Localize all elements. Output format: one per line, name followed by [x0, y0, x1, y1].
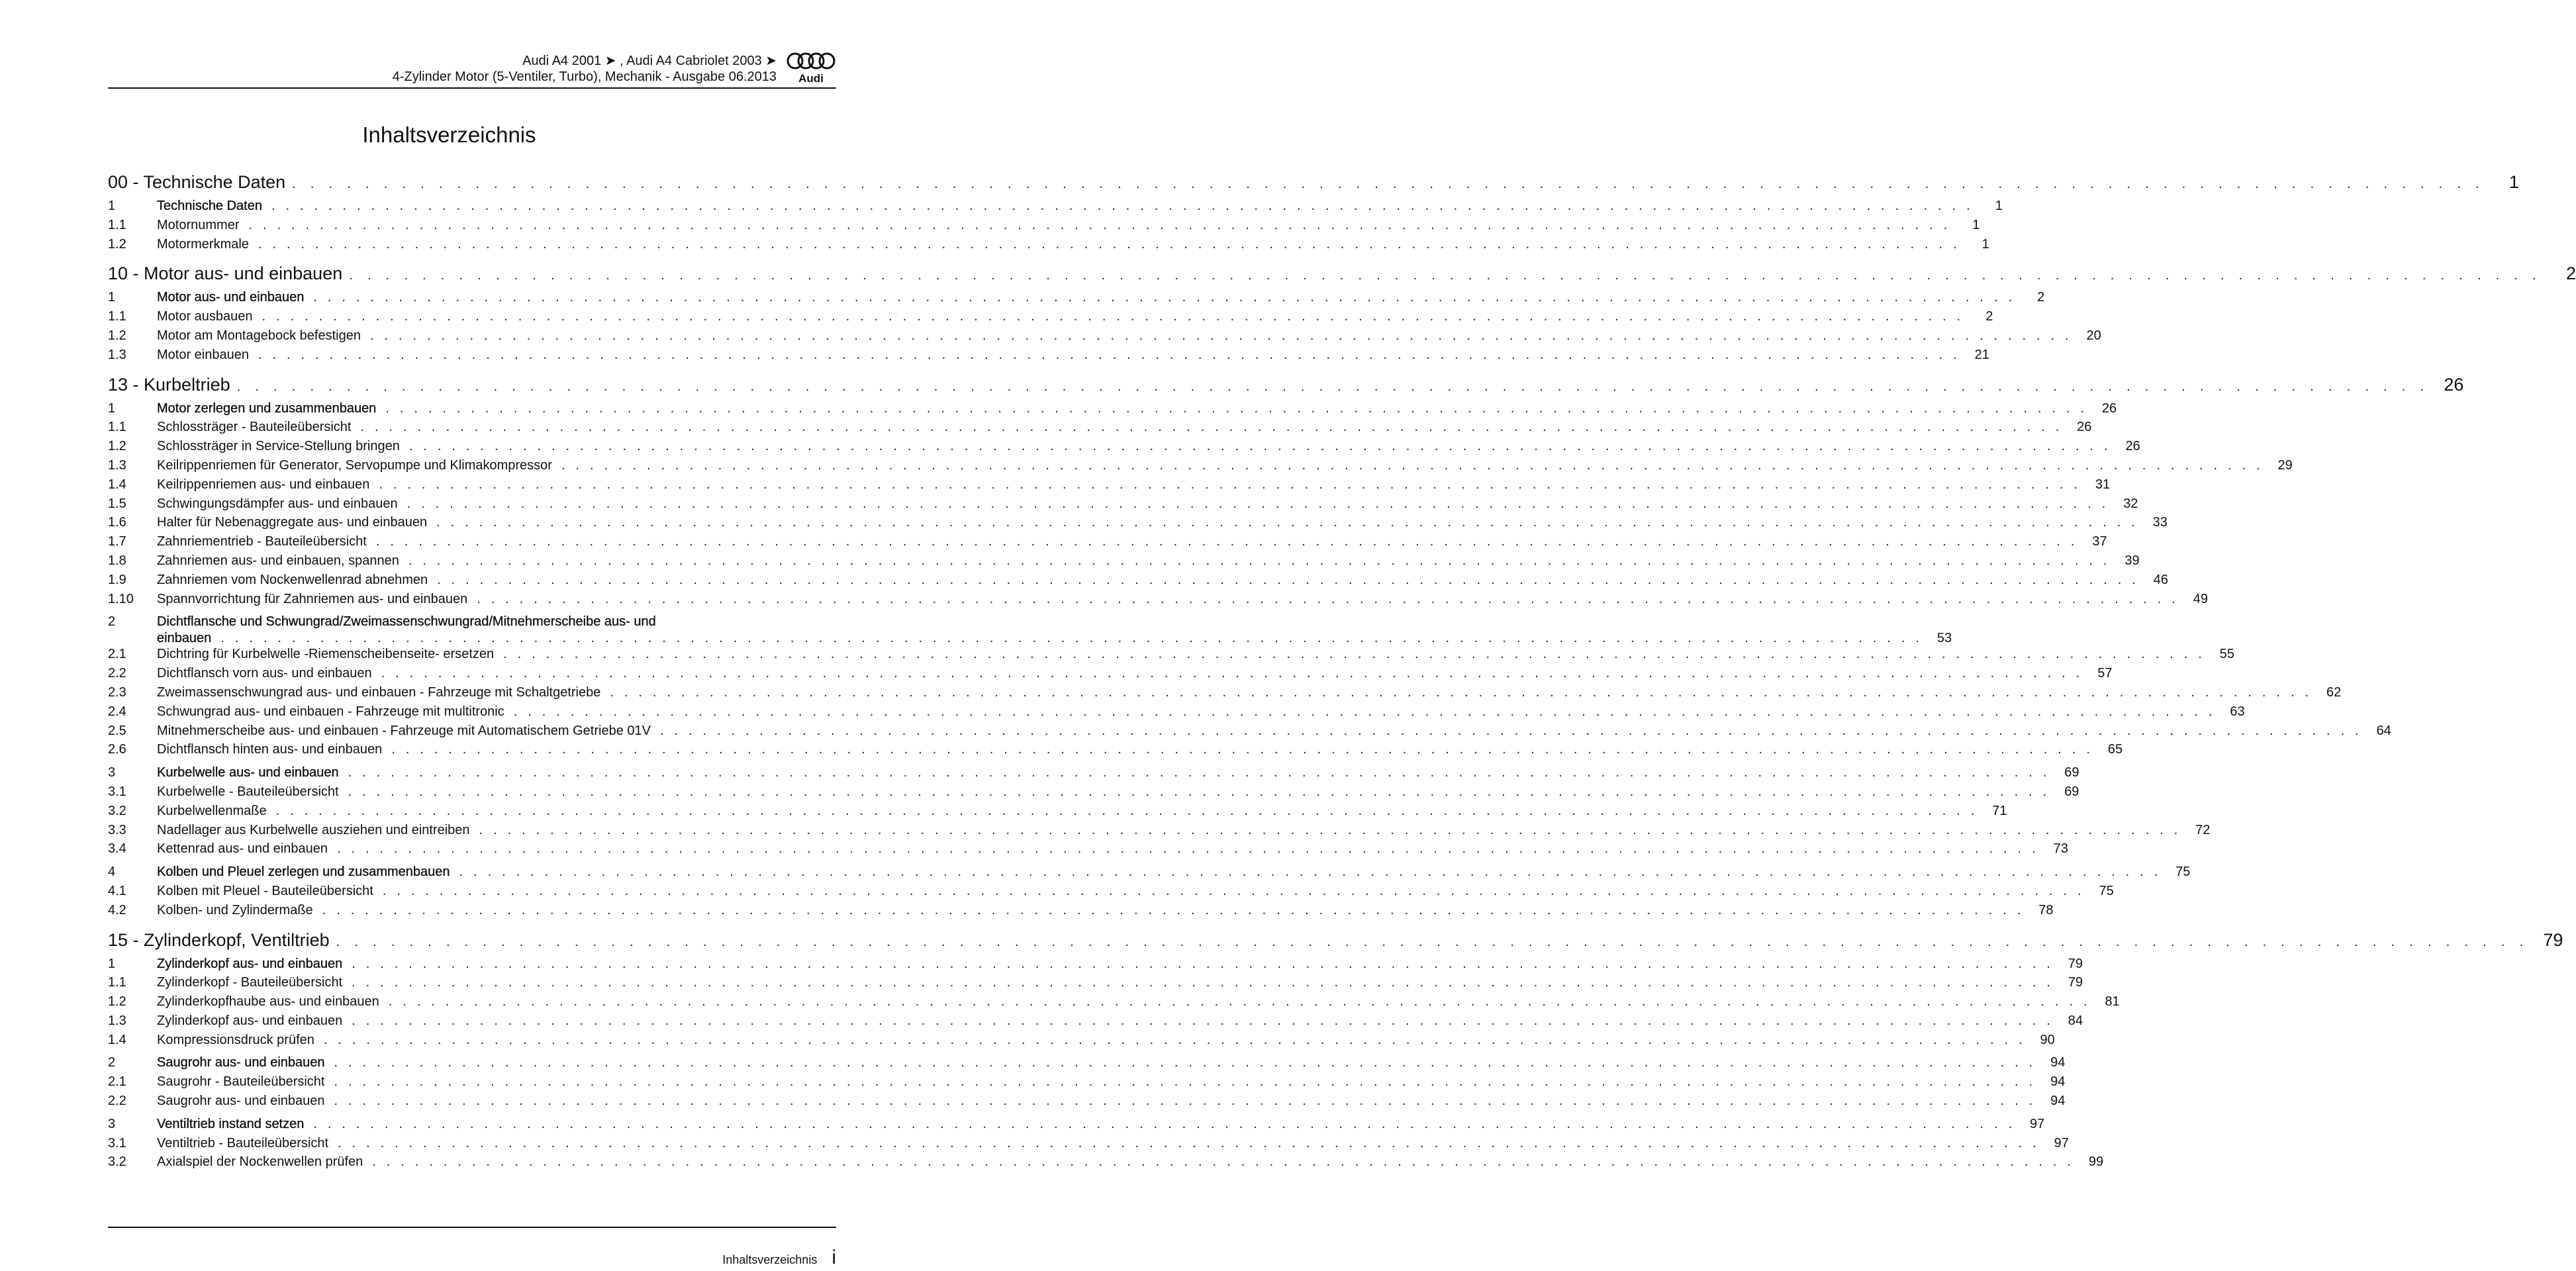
- entry-number: 1.2: [108, 439, 126, 454]
- dot-leader: . . . . . . . . . . . . . . . . . . . . . . . . . . . . . . . . . . . . . . . . . . . . . . . . . . . . . . . . . . . . . . . . . . . . . . . . . . . . . . . . . . . . . . . . . . . . . . . . . . . . . . . . . . . . . . . . . . . . . . . .: [459, 865, 2162, 880]
- entry-number: 1.4: [108, 477, 126, 492]
- toc-entry[interactable]: [108, 309, 1993, 328]
- header-vehicle-line: Audi A4 2001 ➤ , Audi A4 Cabriolet 2003 ➤: [522, 54, 777, 68]
- entry-page-number: 94: [2050, 1055, 2066, 1070]
- entry-number: 3.2: [108, 803, 126, 818]
- dot-leader: . . . . . . . . . . . . . . . . . . . . . . . . . . . . . . . . . . . . . . . . . . . . . . . . . . . . . . . . . . . . . . . . . . . . . . . . . . . . . . . . . . . . . . . . . . . . . . . . . . . . . . . . . . . . . . . . . . . . . . . .: [313, 290, 2016, 305]
- entry-title: Dichtflansch vorn aus- und einbauen: [157, 666, 372, 681]
- entry-title: Zylinderkopf aus- und einbauen: [157, 1013, 343, 1028]
- toc-entry[interactable]: [108, 347, 1989, 367]
- entry-title: Mitnehmerscheibe aus- und einbauen - Fahrzeuge mit Automatischem Getriebe 01V: [157, 723, 651, 738]
- dot-leader: . . . . . . . . . . . . . . . . . . . . . . . . . . . . . . . . . . . . . . . . . . . . . . . . . . . . . . . . . . . . . . . . . . . . . . . . . . . . . . . . . . . . . . . . . . . . . . . . . . . . . . . . . . . . . . . . . . . . . . . .: [561, 457, 2264, 473]
- dot-leader: . . . . . . . . . . . . . . . . . . . . . . . . . . . . . . . . . . . . . . . . . . . . . . . . . . . . . . . . . . . . . . . . . . . . . . . . . . . . . . . . . . . . . . . . . . . . . . . . . . . . . . . . . . . . . . . . . . . . . . . .: [275, 803, 1978, 818]
- entry-page-number: 49: [2193, 591, 2209, 606]
- entry-page-number: 1: [1972, 217, 1980, 232]
- entry-page-number: 33: [2152, 515, 2168, 530]
- entry-title: Zylinderkopfhaube aus- und einbauen: [157, 994, 379, 1010]
- entry-title: Schwingungsdämpfer aus- und einbauen: [157, 496, 398, 511]
- entry-page-number: 65: [2107, 742, 2123, 757]
- entry-page-number: 26: [2101, 400, 2117, 416]
- dot-leader: . . . . . . . . . . . . . . . . . . . . . . . . . . . . . . . . . . . . . . . . . . . . . . . . . . . . . . . . . . . . . . . . . . . . . . . . . . . . . . . . . . . . . . . . . . . . . . . . . . . . . . . . . . . . . . . . . . . . . . . .: [313, 1116, 2016, 1131]
- entry-title: Schlossträger in Service-Stellung bringen: [157, 439, 400, 454]
- page-footer: [722, 1247, 836, 1269]
- entry-title: Dichtflansch hinten aus- und einbauen: [157, 742, 383, 757]
- chapter-title: 15 - Zylinderkopf, Ventiltrieb: [108, 929, 330, 950]
- entry-number: 3.1: [108, 1135, 126, 1151]
- dot-leader: . . . . . . . . . . . . . . . . . . . . . . . . . . . . . . . . . . . . . . . . . . . . . . . . . . . . . . . . . . . . . . . . . . . . . . . . . . . . . . . . . . . . . . . . . . . . . . . . . . . . . . . . . . . . . . . . . . . . . . . .: [408, 553, 2111, 568]
- dot-leader: . . . . . . . . . . . . . . . . . . . . . . . . . . . . . . . . . . . . . . . . . . . . . . . . . . . . . . . . . . . . . . . . . . . . . . . . . . . . . . . . . . . . . . . . . . . . . . . . . . . . . . . . . . . . . . . . . . . . . . . .: [292, 177, 2485, 191]
- entry-number: 3.3: [108, 822, 126, 837]
- chapter-page-number: 2: [2565, 263, 2576, 284]
- dot-leader: . . . . . . . . . . . . . . . . . . . . . . . . . . . . . . . . . . . . . . . . . . . . . . . . . . . . . . . . . . . . . . . . . . . . . . . . . . . . . . . . . . . . . . . . . . . . . . . . . . . . . . . . . . . . . . . . . . . . . . . .: [385, 400, 2088, 416]
- toc-entry[interactable]: [108, 1032, 2055, 1052]
- entry-page-number: 97: [2054, 1135, 2069, 1151]
- toc-entry[interactable]: [108, 704, 2245, 724]
- dot-leader: . . . . . . . . . . . . . . . . . . . . . . . . . . . . . . . . . . . . . . . . . . . . . . . . . . . . . . . . . . . . . . . . . . . . . . . . . . . . . . . . . . . . . . . . . . . . . . . . . . . . . . . . . . . . . . . . . . . . . . . .: [220, 631, 1923, 646]
- entry-title: Kolben- und Zylindermaße: [157, 902, 313, 918]
- dot-leader: . . . . . . . . . . . . . . . . . . . . . . . . . . . . . . . . . . . . . . . . . . . . . . . . . . . . . . . . . . . . . . . . . . . . . . . . . . . . . . . . . . . . . . . . . . . . . . . . . . . . . . . . . . . . . . . . . . . . . . . .: [348, 784, 2050, 799]
- toc-section-entry[interactable]: [108, 765, 2079, 784]
- dot-leader: . . . . . . . . . . . . . . . . . . . . . . . . . . . . . . . . . . . . . . . . . . . . . . . . . . . . . . . . . . . . . . . . . . . . . . . . . . . . . . . . . . . . . . . . . . . . . . . . . . . . . . . . . . . . . . . . . . . . . . . .: [323, 1032, 2026, 1047]
- dot-leader: . . . . . . . . . . . . . . . . . . . . . . . . . . . . . . . . . . . . . . . . . . . . . . . . . . . . . . . . . . . . . . . . . . . . . . . . . . . . . . . . . . . . . . . . . . . . . . . . . . . . . . . . . . . . . . . . . . . . . . . .: [258, 347, 1960, 362]
- entry-page-number: 90: [2040, 1032, 2055, 1047]
- entry-title: Zweimassenschwungrad aus- und einbauen - Fahrzeuge mit Schaltgetriebe: [157, 684, 601, 700]
- entry-title: Motor am Montagebock befestigen: [157, 328, 361, 343]
- header-divider: [108, 87, 836, 89]
- entry-number: 1.6: [108, 515, 126, 530]
- footer-label: Inhaltsverzeichnis: [722, 1253, 818, 1266]
- entry-page-number: 79: [2068, 956, 2083, 971]
- entry-title: Saugrohr aus- und einbauen: [157, 1055, 325, 1070]
- entry-title: Zylinderkopf aus- und einbauen: [157, 956, 343, 971]
- entry-number: 1.10: [108, 591, 134, 606]
- toc-entry[interactable]: [108, 217, 1980, 237]
- toc-entry[interactable]: [108, 457, 2293, 477]
- toc-entry[interactable]: [108, 841, 2068, 861]
- audi-rings-icon: [786, 50, 836, 86]
- toc-section-entry[interactable]: [108, 400, 2117, 420]
- dot-leader: . . . . . . . . . . . . . . . . . . . . . . . . . . . . . . . . . . . . . . . . . . . . . . . . . . . . . . . . . . . . . . . . . . . . . . . . . . . . . . . . . . . . . . . . . . . . . . . . . . . . . . . . . . . . . . . . . . . . . . . .: [352, 975, 2054, 990]
- entry-title: Axialspiel der Nockenwellen prüfen: [157, 1154, 363, 1170]
- chapter-page-number: 1: [2508, 172, 2519, 192]
- entry-page-number: 2: [2037, 290, 2045, 305]
- entry-title: Kurbelwelle aus- und einbauen: [157, 765, 339, 780]
- toc-entry[interactable]: [108, 1154, 2104, 1174]
- dot-leader: . . . . . . . . . . . . . . . . . . . . . . . . . . . . . . . . . . . . . . . . . . . . . . . . . . . . . . . . . . . . . . . . . . . . . . . . . . . . . . . . . . . . . . . . . . . . . . . . . . . . . . . . . . . . . . . . . . . . . . . .: [338, 1135, 2040, 1151]
- dot-leader: . . . . . . . . . . . . . . . . . . . . . . . . . . . . . . . . . . . . . . . . . . . . . . . . . . . . . . . . . . . . . . . . . . . . . . . . . . . . . . . . . . . . . . . . . . . . . . . . . . . . . . . . . . . . . . . . . . . . . . . .: [479, 822, 2181, 837]
- entry-page-number: 31: [2095, 477, 2111, 492]
- entry-number: 1: [108, 199, 116, 213]
- dot-leader: . . . . . . . . . . . . . . . . . . . . . . . . . . . . . . . . . . . . . . . . . . . . . . . . . . . . . . . . . . . . . . . . . . . . . . . . . . . . . . . . . . . . . . . . . . . . . . . . . . . . . . . . . . . . . . . . . . . . . . . .: [436, 515, 2138, 530]
- entry-page-number: 81: [2105, 994, 2120, 1010]
- entry-number: 4.2: [108, 902, 126, 918]
- entry-title: Spannvorrichtung für Zahnriemen aus- und einbauen: [157, 591, 468, 606]
- entry-number: 1.9: [108, 572, 126, 587]
- dot-leader: . . . . . . . . . . . . . . . . . . . . . . . . . . . . . . . . . . . . . . . . . . . . . . . . . . . . . . . . . . . . . . . . . . . . . . . . . . . . . . . . . . . . . . . . . . . . . . . . . . . . . . . . . . . . . . . . . . . . . . . .: [258, 236, 1960, 252]
- entry-number: 3.2: [108, 1154, 126, 1170]
- chapter-page-number: 79: [2543, 929, 2563, 950]
- toc-entry[interactable]: [108, 515, 2168, 534]
- dot-leader: . . . . . . . . . . . . . . . . . . . . . . . . . . . . . . . . . . . . . . . . . . . . . . . . . . . . . . . . . . . . . . . . . . . . . . . . . . . . . . . . . . . . . . . . . . . . . . . . . . . . . . . . . . . . . . . . . . . . . . . .: [236, 379, 2430, 394]
- entry-number: 2.4: [108, 704, 126, 719]
- chapter-title: 00 - Technische Daten: [108, 172, 286, 192]
- entry-number: 1.8: [108, 553, 126, 568]
- entry-title: Nadellager aus Kurbelwelle ausziehen und eintreiben: [157, 822, 470, 837]
- dot-leader: . . . . . . . . . . . . . . . . . . . . . . . . . . . . . . . . . . . . . . . . . . . . . . . . . . . . . . . . . . . . . . . . . . . . . . . . . . . . . . . . . . . . . . . . . . . . . . . . . . . . . . . . . . . . . . . . . . . . . . . .: [334, 1074, 2036, 1090]
- dot-leader: . . . . . . . . . . . . . . . . . . . . . . . . . . . . . . . . . . . . . . . . . . . . . . . . . . . . . . . . . . . . . . . . . . . . . . . . . . . . . . . . . . . . . . . . . . . . . . . . . . . . . . . . . . . . . . . . . . . . . . . .: [369, 328, 2072, 343]
- toc-entry[interactable]: [108, 883, 2114, 903]
- entry-number: 2.2: [108, 666, 126, 681]
- toc-entry[interactable]: [108, 1094, 2066, 1113]
- dot-leader: . . . . . . . . . . . . . . . . . . . . . . . . . . . . . . . . . . . . . . . . . . . . . . . . . . . . . . . . . . . . . . . . . . . . . . . . . . . . . . . . . . . . . . . . . . . . . . . . . . . . . . . . . . . . . . . . . . . . . . . .: [381, 666, 2083, 681]
- entry-page-number: 37: [2092, 534, 2107, 549]
- entry-number: 1.2: [108, 328, 126, 343]
- entry-title: Kolben mit Pleuel - Bauteileübersicht: [157, 883, 373, 898]
- entry-title: Motor ausbauen: [157, 309, 253, 324]
- toc-entry[interactable]: [108, 1074, 2066, 1094]
- toc-entry[interactable]: [108, 902, 2054, 922]
- page-header: [108, 50, 836, 87]
- entry-number: 2: [108, 614, 116, 630]
- entry-number: 2: [108, 1055, 116, 1070]
- entry-title: Kompressionsdruck prüfen: [157, 1032, 314, 1047]
- dot-leader: . . . . . . . . . . . . . . . . . . . . . . . . . . . . . . . . . . . . . . . . . . . . . . . . . . . . . . . . . . . . . . . . . . . . . . . . . . . . . . . . . . . . . . . . . . . . . . . . . . . . . . . . . . . . . . . . . . . . . . . .: [334, 1055, 2036, 1070]
- entry-title: Ventiltrieb - Bauteileübersicht: [157, 1135, 329, 1151]
- toc-entry[interactable]: [108, 496, 2138, 516]
- toc-entry[interactable]: [108, 742, 2123, 761]
- entry-page-number: 63: [2230, 704, 2245, 719]
- entry-number: 1.4: [108, 1032, 126, 1047]
- dot-leader: . . . . . . . . . . . . . . . . . . . . . . . . . . . . . . . . . . . . . . . . . . . . . . . . . . . . . . . . . . . . . . . . . . . . . . . . . . . . . . . . . . . . . . . . . . . . . . . . . . . . . . . . . . . . . . . . . . . . . . . .: [334, 1094, 2036, 1109]
- toc-entry[interactable]: [108, 477, 2111, 496]
- entry-number: 2.5: [108, 723, 126, 738]
- entry-page-number: 73: [2053, 841, 2068, 857]
- entry-title: Kurbelwellenmaße: [157, 803, 267, 818]
- dot-leader: . . . . . . . . . . . . . . . . . . . . . . . . . . . . . . . . . . . . . . . . . . . . . . . . . . . . . . . . . . . . . . . . . . . . . . . . . . . . . . . . . . . . . . . . . . . . . . . . . . . . . . . . . . . . . . . . . . . . . . . .: [375, 534, 2078, 549]
- entry-title: Schlossträger - Bauteileübersicht: [157, 420, 352, 435]
- entry-number: 1.3: [108, 1013, 126, 1028]
- entry-page-number: 72: [2195, 822, 2211, 837]
- toc-entry[interactable]: [108, 784, 2079, 804]
- entry-page-number: 97: [2029, 1116, 2045, 1131]
- entry-page-number: 84: [2068, 1013, 2083, 1028]
- entry-page-number: 1: [1981, 236, 1989, 252]
- entry-page-number: 64: [2376, 723, 2391, 738]
- footer-page-number: i: [832, 1247, 836, 1268]
- toc-entry[interactable]: [108, 666, 2113, 685]
- entry-number: 1.1: [108, 420, 126, 435]
- toc-entry[interactable]: [108, 822, 2211, 842]
- toc-section-entry[interactable]: [108, 1055, 2066, 1074]
- footer-divider: [108, 1227, 836, 1228]
- toc-entry[interactable]: [108, 1013, 2083, 1033]
- dot-leader: . . . . . . . . . . . . . . . . . . . . . . . . . . . . . . . . . . . . . . . . . . . . . . . . . . . . . . . . . . . . . . . . . . . . . . . . . . . . . . . . . . . . . . . . . . . . . . . . . . . . . . . . . . . . . . . . . . . . . . . .: [360, 420, 2063, 435]
- dot-leader: . . . . . . . . . . . . . . . . . . . . . . . . . . . . . . . . . . . . . . . . . . . . . . . . . . . . . . . . . . . . . . . . . . . . . . . . . . . . . . . . . . . . . . . . . . . . . . . . . . . . . . . . . . . . . . . . . . . . . . . .: [388, 994, 2091, 1010]
- entry-page-number: 46: [2153, 572, 2168, 587]
- entry-number: 1.7: [108, 534, 126, 549]
- dot-leader: . . . . . . . . . . . . . . . . . . . . . . . . . . . . . . . . . . . . . . . . . . . . . . . . . . . . . . . . . . . . . . . . . . . . . . . . . . . . . . . . . . . . . . . . . . . . . . . . . . . . . . . . . . . . . . . . . . . . . . . .: [349, 268, 2542, 283]
- toc-section-entry[interactable]: [108, 865, 2191, 884]
- entry-page-number: 1: [1995, 199, 2003, 213]
- toc-entry[interactable]: [108, 723, 2391, 743]
- dot-leader: . . . . . . . . . . . . . . . . . . . . . . . . . . . . . . . . . . . . . . . . . . . . . . . . . . . . . . . . . . . . . . . . . . . . . . . . . . . . . . . . . . . . . . . . . . . . . . . . . . . . . . . . . . . . . . . . . . . . . . . .: [391, 742, 2094, 757]
- chapter-title: 10 - Motor aus- und einbauen: [108, 263, 343, 284]
- dot-leader: . . . . . . . . . . . . . . . . . . . . . . . . . . . . . . . . . . . . . . . . . . . . . . . . . . . . . . . . . . . . . . . . . . . . . . . . . . . . . . . . . . . . . . . . . . . . . . . . . . . . . . . . . . . . . . . . . . . . . . . .: [352, 1013, 2054, 1028]
- entry-page-number: 26: [2125, 439, 2140, 454]
- entry-page-number: 69: [2064, 784, 2079, 799]
- entry-page-number: 39: [2124, 553, 2140, 568]
- toc-entry[interactable]: [108, 591, 2209, 611]
- dot-leader: . . . . . . . . . . . . . . . . . . . . . . . . . . . . . . . . . . . . . . . . . . . . . . . . . . . . . . . . . . . . . . . . . . . . . . . . . . . . . . . . . . . . . . . . . . . . . . . . . . . . . . . . . . . . . . . . . . . . . . . .: [348, 765, 2050, 780]
- dot-leader: . . . . . . . . . . . . . . . . . . . . . . . . . . . . . . . . . . . . . . . . . . . . . . . . . . . . . . . . . . . . . . . . . . . . . . . . . . . . . . . . . . . . . . . . . . . . . . . . . . . . . . . . . . . . . . . . . . . . . . . .: [262, 309, 1964, 324]
- dot-leader: . . . . . . . . . . . . . . . . . . . . . . . . . . . . . . . . . . . . . . . . . . . . . . . . . . . . . . . . . . . . . . . . . . . . . . . . . . . . . . . . . . . . . . . . . . . . . . . . . . . . . . . . . . . . . . . . . . . . . . . .: [379, 477, 2081, 492]
- dot-leader: . . . . . . . . . . . . . . . . . . . . . . . . . . . . . . . . . . . . . . . . . . . . . . . . . . . . . . . . . . . . . . . . . . . . . . . . . . . . . . . . . . . . . . . . . . . . . . . . . . . . . . . . . . . . . . . . . . . . . . . .: [477, 591, 2179, 606]
- toc-entry[interactable]: [108, 803, 2007, 823]
- entry-page-number: 75: [2175, 865, 2191, 880]
- entry-number: 2.2: [108, 1094, 126, 1109]
- entry-title: Motornummer: [157, 217, 240, 232]
- chapter-heading[interactable]: [108, 929, 2563, 954]
- toc-entry[interactable]: [108, 975, 2083, 994]
- entry-title-continued: einbauen: [157, 631, 212, 646]
- header-manual-line: 4-Zylinder Motor (5-Ventiler, Turbo), Mechanik - Ausgabe 06.2013: [392, 70, 777, 84]
- entry-page-number: 78: [2038, 902, 2054, 918]
- entry-number: 2.1: [108, 1074, 126, 1090]
- entry-title: Saugrohr - Bauteileübersicht: [157, 1074, 325, 1090]
- entry-page-number: 29: [2277, 457, 2293, 473]
- entry-number: 2.6: [108, 742, 126, 757]
- entry-page-number: 99: [2088, 1154, 2104, 1170]
- entry-number: 2.3: [108, 684, 126, 700]
- entry-page-number: 20: [2086, 328, 2101, 343]
- entry-number: 1: [108, 956, 116, 971]
- entry-title: Dichtring für Kurbelwelle -Riemenscheibenseite- ersetzen: [157, 647, 495, 662]
- entry-title: Motor einbauen: [157, 347, 249, 362]
- entry-page-number: 53: [1936, 631, 1952, 646]
- dot-leader: . . . . . . . . . . . . . . . . . . . . . . . . . . . . . . . . . . . . . . . . . . . . . . . . . . . . . . . . . . . . . . . . . . . . . . . . . . . . . . . . . . . . . . . . . . . . . . . . . . . . . . . . . . . . . . . . . . . . . . . .: [336, 934, 2529, 949]
- entry-page-number: 32: [2123, 496, 2138, 511]
- entry-page-number: 2: [1985, 309, 1993, 324]
- entry-title: Zylinderkopf - Bauteileübersicht: [157, 975, 343, 990]
- dot-leader: . . . . . . . . . . . . . . . . . . . . . . . . . . . . . . . . . . . . . . . . . . . . . . . . . . . . . . . . . . . . . . . . . . . . . . . . . . . . . . . . . . . . . . . . . . . . . . . . . . . . . . . . . . . . . . . . . . . . . . . .: [271, 199, 1974, 213]
- entry-number: 1.2: [108, 236, 126, 252]
- entry-title: Ventiltrieb instand setzen: [157, 1116, 305, 1131]
- entry-number: 1.3: [108, 347, 126, 362]
- table-of-contents: [108, 172, 2576, 1174]
- chapter-heading[interactable]: [108, 263, 2576, 287]
- toc-entry[interactable]: [108, 994, 2120, 1013]
- dot-leader: . . . . . . . . . . . . . . . . . . . . . . . . . . . . . . . . . . . . . . . . . . . . . . . . . . . . . . . . . . . . . . . . . . . . . . . . . . . . . . . . . . . . . . . . . . . . . . . . . . . . . . . . . . . . . . . . . . . . . . . .: [336, 841, 2039, 857]
- entry-number: 4.1: [108, 883, 126, 898]
- entry-title: Keilrippenriemen für Generator, Servopumpe und Klimakompressor: [157, 457, 552, 473]
- entry-number: 2.1: [108, 647, 126, 662]
- entry-title: Zahnriemen vom Nockenwellenrad abnehmen: [157, 572, 428, 587]
- entry-page-number: 75: [2099, 883, 2114, 898]
- dot-leader: . . . . . . . . . . . . . . . . . . . . . . . . . . . . . . . . . . . . . . . . . . . . . . . . . . . . . . . . . . . . . . . . . . . . . . . . . . . . . . . . . . . . . . . . . . . . . . . . . . . . . . . . . . . . . . . . . . . . . . . .: [248, 217, 1951, 232]
- entry-page-number: 26: [2077, 420, 2092, 435]
- entry-title: Dichtflansche und Schwungrad/Zweimassenschwungrad/Mitnehmerscheibe aus- und: [157, 614, 656, 630]
- toc-entry[interactable]: [108, 439, 2140, 458]
- entry-page-number: 69: [2064, 765, 2079, 780]
- entry-title: Technische Daten: [157, 199, 262, 213]
- chapter-heading[interactable]: [108, 374, 2464, 399]
- entry-number: 3.4: [108, 841, 126, 857]
- dot-leader: . . . . . . . . . . . . . . . . . . . . . . . . . . . . . . . . . . . . . . . . . . . . . . . . . . . . . . . . . . . . . . . . . . . . . . . . . . . . . . . . . . . . . . . . . . . . . . . . . . . . . . . . . . . . . . . . . . . . . . . .: [513, 704, 2216, 719]
- audi-logo-text: Audi: [798, 72, 824, 85]
- entry-title: Motor aus- und einbauen: [157, 290, 305, 305]
- entry-page-number: 94: [2050, 1094, 2066, 1109]
- dot-leader: . . . . . . . . . . . . . . . . . . . . . . . . . . . . . . . . . . . . . . . . . . . . . . . . . . . . . . . . . . . . . . . . . . . . . . . . . . . . . . . . . . . . . . . . . . . . . . . . . . . . . . . . . . . . . . . . . . . . . . . .: [408, 439, 2111, 454]
- entry-title: Motormerkmale: [157, 236, 249, 252]
- entry-title: Kurbelwelle - Bauteileübersicht: [157, 784, 339, 799]
- entry-page-number: 94: [2050, 1074, 2066, 1090]
- entry-title: Schwungrad aus- und einbauen - Fahrzeuge mit multitronic: [157, 704, 504, 719]
- toc-entry[interactable]: [108, 328, 2101, 348]
- toc-entry[interactable]: [108, 534, 2107, 553]
- chapter-title: 13 - Kurbeltrieb: [108, 374, 230, 395]
- entry-number: 1.1: [108, 217, 126, 232]
- toc-entry[interactable]: [108, 236, 1989, 256]
- entry-page-number: 55: [2219, 647, 2234, 662]
- entry-title: Saugrohr aus- und einbauen: [157, 1094, 325, 1109]
- chapter-heading[interactable]: [108, 172, 2519, 196]
- entry-page-number: 62: [2326, 684, 2342, 700]
- entry-title: Zahnriemen aus- und einbauen, spannen: [157, 553, 399, 568]
- toc-entry[interactable]: [108, 553, 2140, 573]
- entry-title: Kettenrad aus- und einbauen: [157, 841, 328, 857]
- entry-number: 1.3: [108, 457, 126, 473]
- dot-leader: . . . . . . . . . . . . . . . . . . . . . . . . . . . . . . . . . . . . . . . . . . . . . . . . . . . . . . . . . . . . . . . . . . . . . . . . . . . . . . . . . . . . . . . . . . . . . . . . . . . . . . . . . . . . . . . . . . . . . . . .: [382, 883, 2085, 898]
- entry-page-number: 71: [1992, 803, 2007, 818]
- entry-number: 1.1: [108, 309, 126, 324]
- dot-leader: . . . . . . . . . . . . . . . . . . . . . . . . . . . . . . . . . . . . . . . . . . . . . . . . . . . . . . . . . . . . . . . . . . . . . . . . . . . . . . . . . . . . . . . . . . . . . . . . . . . . . . . . . . . . . . . . . . . . . . . .: [503, 647, 2205, 662]
- dot-leader: . . . . . . . . . . . . . . . . . . . . . . . . . . . . . . . . . . . . . . . . . . . . . . . . . . . . . . . . . . . . . . . . . . . . . . . . . . . . . . . . . . . . . . . . . . . . . . . . . . . . . . . . . . . . . . . . . . . . . . . .: [352, 956, 2054, 971]
- toc-section-entry[interactable]: [108, 614, 1952, 647]
- toc-entry[interactable]: [108, 1135, 2069, 1155]
- entry-number: 1.2: [108, 994, 126, 1010]
- toc-entry[interactable]: [108, 684, 2342, 704]
- entry-number: 1.5: [108, 496, 126, 511]
- entry-number: 3: [108, 765, 116, 780]
- toc-entry[interactable]: [108, 647, 2234, 666]
- entry-number: 1: [108, 400, 116, 416]
- chapter-page-number: 26: [2444, 374, 2464, 395]
- entry-title: Keilrippenriemen aus- und einbauen: [157, 477, 370, 492]
- toc-section-entry[interactable]: [108, 290, 2045, 309]
- entry-title: Kolben und Pleuel zerlegen und zusammenbauen: [157, 865, 450, 880]
- dot-leader: . . . . . . . . . . . . . . . . . . . . . . . . . . . . . . . . . . . . . . . . . . . . . . . . . . . . . . . . . . . . . . . . . . . . . . . . . . . . . . . . . . . . . . . . . . . . . . . . . . . . . . . . . . . . . . . . . . . . . . . .: [610, 684, 2313, 700]
- entry-title: Motor zerlegen und zusammenbauen: [157, 400, 377, 416]
- dot-leader: . . . . . . . . . . . . . . . . . . . . . . . . . . . . . . . . . . . . . . . . . . . . . . . . . . . . . . . . . . . . . . . . . . . . . . . . . . . . . . . . . . . . . . . . . . . . . . . . . . . . . . . . . . . . . . . . . . . . . . . .: [659, 723, 2362, 738]
- toc-entry[interactable]: [108, 572, 2168, 592]
- entry-page-number: 57: [2097, 666, 2113, 681]
- toc-section-entry[interactable]: [108, 956, 2083, 976]
- entry-number: 4: [108, 865, 116, 880]
- entry-title: Zahnriementrieb - Bauteileübersicht: [157, 534, 367, 549]
- dot-leader: . . . . . . . . . . . . . . . . . . . . . . . . . . . . . . . . . . . . . . . . . . . . . . . . . . . . . . . . . . . . . . . . . . . . . . . . . . . . . . . . . . . . . . . . . . . . . . . . . . . . . . . . . . . . . . . . . . . . . . . .: [437, 572, 2139, 587]
- toc-entry[interactable]: [108, 420, 2092, 439]
- dot-leader: . . . . . . . . . . . . . . . . . . . . . . . . . . . . . . . . . . . . . . . . . . . . . . . . . . . . . . . . . . . . . . . . . . . . . . . . . . . . . . . . . . . . . . . . . . . . . . . . . . . . . . . . . . . . . . . . . . . . . . . .: [372, 1154, 2075, 1170]
- entry-page-number: 21: [1974, 347, 1989, 362]
- dot-leader: . . . . . . . . . . . . . . . . . . . . . . . . . . . . . . . . . . . . . . . . . . . . . . . . . . . . . . . . . . . . . . . . . . . . . . . . . . . . . . . . . . . . . . . . . . . . . . . . . . . . . . . . . . . . . . . . . . . . . . . .: [406, 496, 2109, 511]
- toc-section-entry[interactable]: [108, 1116, 2045, 1136]
- entry-page-number: 79: [2068, 975, 2083, 990]
- dot-leader: . . . . . . . . . . . . . . . . . . . . . . . . . . . . . . . . . . . . . . . . . . . . . . . . . . . . . . . . . . . . . . . . . . . . . . . . . . . . . . . . . . . . . . . . . . . . . . . . . . . . . . . . . . . . . . . . . . . . . . . .: [322, 902, 2025, 918]
- toc-section-entry[interactable]: [108, 199, 2003, 218]
- entry-number: 3.1: [108, 784, 126, 799]
- entry-number: 1.1: [108, 975, 126, 990]
- page-title: Inhaltsverzeichnis: [362, 122, 536, 147]
- entry-number: 3: [108, 1116, 116, 1131]
- entry-number: 1: [108, 290, 116, 305]
- entry-title: Halter für Nebenaggregate aus- und einbauen: [157, 515, 428, 530]
